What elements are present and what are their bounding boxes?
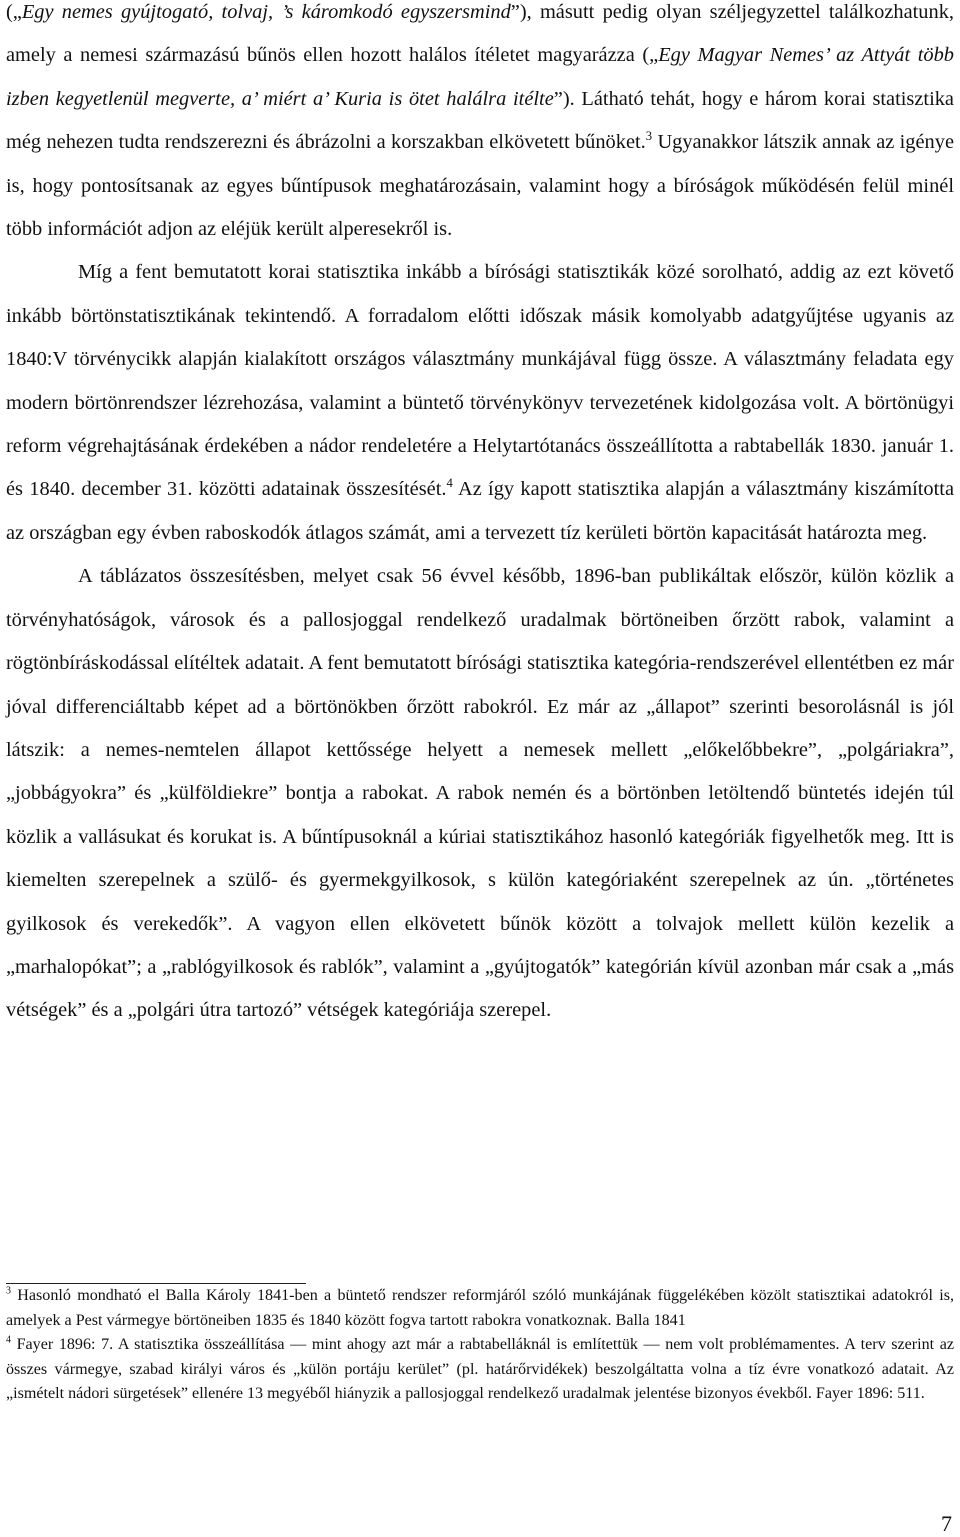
italic-quote: Egy Magyar Nemes’ az Attyát több izben kegyetlenül megverte, a’ miért a’ Kuria is ötet halálra itélte bbox=[6, 44, 954, 110]
text-run: („ bbox=[6, 1, 22, 23]
footnote-text: Hasonló mondható el Balla Károly 1841-ben a büntető rendszer reformjáról szóló munkájának függelékében közölt statisztikai adatokról is, amelyek a Pest vármegye börtöneiben 1835 és 1840 között fogva tartott rabokra vonatkoznak. Balla 1841 bbox=[6, 1287, 954, 1329]
paragraph-3 bbox=[6, 555, 954, 1032]
text-run: Az így kapott statisztika alapján a választmány kiszámította az országban egy évben raboskodók átlagos számát, ami a tervezett tíz kerületi börtön kapacitását határozta meg. bbox=[6, 478, 954, 544]
italic-quote: Egy nemes gyújtogató, tolvaj, ’s káromkodó egyszersmind bbox=[21, 1, 511, 23]
body-text bbox=[6, 0, 954, 1033]
paragraph-1 bbox=[6, 0, 954, 251]
footnote-text: Fayer 1896: 7. A statisztika összeállítása — mint ahogy azt már a rabtabelláknál is említettük — nem volt problémamentes. A terv szerint az összes vármegye, szabad királyi város és „külön portáju kerület” (pl. határőrvidékek) beszolgáltatta volna a tíz évre vonatkozó adatait. Az „ismételt nádori sürgetések” ellenére 13 megyéből hiányzik a pallosjoggal rendelkező uradalmak jelentése bizonyos évekből. Fayer 1896: 511. bbox=[6, 1336, 954, 1402]
footnote-reference: 3 bbox=[645, 129, 653, 144]
footnote-marker: 3 bbox=[6, 1285, 11, 1297]
text-run: Ugyanakkor látszik annak az igénye is, hogy pontosítsanak az egyes bűntípusok meghatározásain, valamint hogy a bíróságok működésén felül minél több információt adjon az eléjük került alperesekről is. bbox=[6, 131, 954, 241]
paragraph-2 bbox=[6, 251, 954, 555]
footnote-3 bbox=[6, 1284, 954, 1333]
footnote-marker: 4 bbox=[6, 1334, 11, 1346]
text-run: ”), másutt pedig olyan széljegyzettel találkozhatunk, amely a nemesi származású bűnös ellen hozott halálos ítéletet magyarázza („ bbox=[6, 1, 954, 67]
text-run: ”). Látható tehát, hogy e három korai statisztika még nehezen tudta rendszerezni és ábrázolni a korszakban elkövetett bűnöket. bbox=[6, 87, 954, 154]
footnote-4 bbox=[6, 1333, 954, 1407]
text-run: Míg a fent bemutatott korai statisztika inkább a bírósági statisztikák közé sorolható, addig az ezt követő inkább börtönstatisztikának tekintendő. A forradalom előtti időszak másik komolyabb adatgyűjtése ugyanis az 1840:V törvénycikk alapján kialakított országos választmány munkájával függ össze. A választmány feladata egy modern börtönrendszer lézrehozása, valamint a büntető törvénykönyv tervezetének kidolgozása volt. A börtönügyi reform végrehajtásának érdekében a nádor rendeletére a Helytartótanács összeállította a rabtabellák 1830. január 1. és 1840. december 31. közötti adatainak összesítését. bbox=[6, 261, 954, 501]
page-number: 7 bbox=[941, 1511, 952, 1536]
text-run: A táblázatos összesítésben, melyet csak 56 évvel később, 1896-ban publikáltak először, külön közlik a törvényhatóságok, városok és a pallosjoggal rendelkező uradalmak börtöneiben őrzött rabok, valamint a rögtönbíráskodással elítéltek adatait. A fent bemutatott bírósági statisztika kategória-rendszerével ellentétben ez már jóval differenciáltabb képet ad a börtönökben őrzött rabokról. Ez már az „állapot” szerinti besorolásnál is jól látszik: a nemes-nemtelen állapot kettőssége helyett a nemesek mellett „előkelőbbekre”, „polgáriakra”, „jobbágyokra” és „külföldiekre” bontja a rabokat. A rabok nemén és a börtönben letöltendő büntetés idején túl közlik a vallásukat és korukat is. A bűntípusoknál a kúriai statisztikához hasonló kategóriák figyelhetők meg. Itt is kiemelten szerepelnek a szülő- és gyermekgyilkosok, s külön kategóriaként szerepelnek az ún. „történetes gyilkosok és verekedők”. A vagyon ellen elkövetett bűnök között a tolvajok mellett külön kezelik a „marhalopókat”; a „rablógyilkosok és rablók”, valamint a „gyújtogatók” kategórián kívül azonban már csak a „más vétségek” és a „polgári útra tartozó” vétségek kategóriája szerepel. bbox=[6, 565, 954, 1022]
footnote-reference: 4 bbox=[446, 476, 453, 491]
footnotes bbox=[6, 1284, 954, 1407]
